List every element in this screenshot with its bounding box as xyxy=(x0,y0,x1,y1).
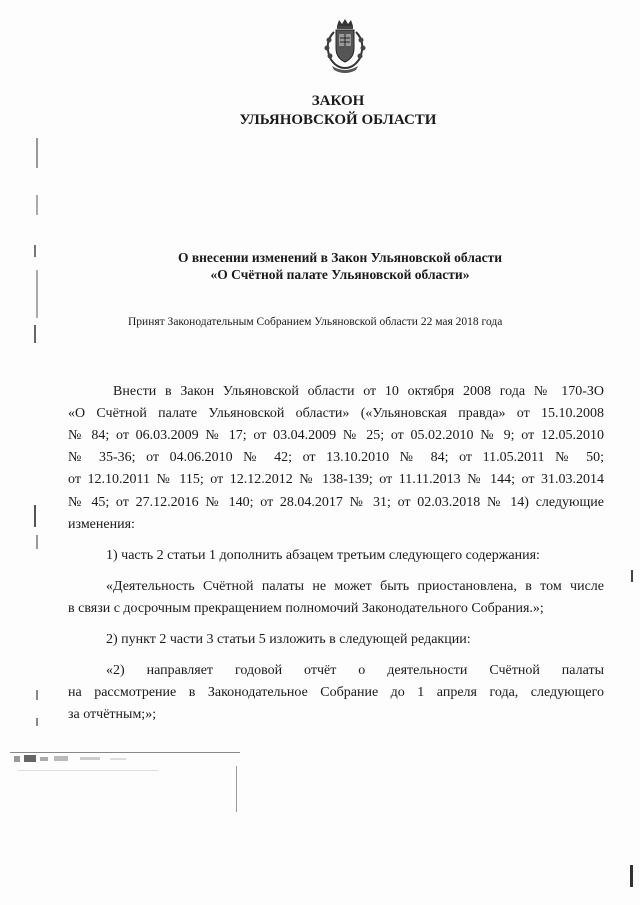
amendment-title-line-1: О внесении изменений в Закон Ульяновской области xyxy=(177,250,503,265)
scan-mark xyxy=(34,505,36,527)
scan-mark xyxy=(36,535,38,549)
scan-mark xyxy=(36,718,38,726)
scan-mark xyxy=(34,325,36,343)
body-line: за отчётным;»; xyxy=(68,707,157,722)
scan-mark xyxy=(36,195,38,215)
body-line: «Деятельность Счётной палаты не может быть приостановлена, в том числе xyxy=(106,579,604,594)
body-line: № 45; от 27.12.2016 № 140; от 28.04.2017 № 31; от 02.03.2018 № 14) следующие xyxy=(68,495,604,510)
body-line: изменения: xyxy=(68,517,135,532)
coat-of-arms-icon xyxy=(318,18,372,74)
scan-mark xyxy=(36,138,38,168)
body-line: в связи с досрочным прекращением полномочий Законодательного Собрания.»; xyxy=(68,601,544,616)
body-line: «2) направляет годовой отчёт о деятельности Счётной палаты xyxy=(106,663,604,678)
body-line: № 35-36; от 04.06.2010 № 42; от 13.10.2010 № 84; от 11.05.2011 № 50; xyxy=(68,450,604,465)
body-line: Внести в Закон Ульяновской области от 10 октября 2008 года № 170-ЗО xyxy=(113,384,604,399)
law-heading-line-2: УЛЬЯНОВСКОЙ ОБЛАСТИ xyxy=(239,112,437,128)
scan-artifact xyxy=(10,752,240,766)
body-line: от 12.10.2011 № 115; от 12.12.2012 № 138-139; от 11.11.2013 № 144; от 31.03.2014 xyxy=(68,472,604,487)
scan-mark xyxy=(36,270,38,318)
adopted-line: Принят Законодательным Собранием Ульяновской области 22 мая 2018 года xyxy=(128,316,503,328)
scan-mark xyxy=(18,770,158,771)
scan-mark xyxy=(236,766,237,812)
amendment-title-line-2: «О Счётной палате Ульяновской области» xyxy=(210,267,470,282)
body-line: «О Счётной палате Ульяновской области» («Ульяновская правда» от 15.10.2008 xyxy=(68,406,604,421)
scan-mark xyxy=(630,865,633,887)
scan-mark xyxy=(36,690,38,700)
body-line: 2) пункт 2 части 3 статьи 5 изложить в следующей редакции: xyxy=(106,632,471,647)
body-line: на рассмотрение в Законодательное Собрание до 1 апреля года, следующего xyxy=(68,685,604,700)
body-line: № 84; от 06.03.2009 № 17; от 03.04.2009 № 25; от 05.02.2010 № 9; от 12.05.2010 xyxy=(68,428,604,443)
scan-mark xyxy=(34,245,36,257)
body-line: 1) часть 2 статьи 1 дополнить абзацем третьим следующего содержания: xyxy=(106,548,540,563)
scan-mark xyxy=(631,570,633,582)
law-heading-line-1: ЗАКОН xyxy=(311,93,365,109)
